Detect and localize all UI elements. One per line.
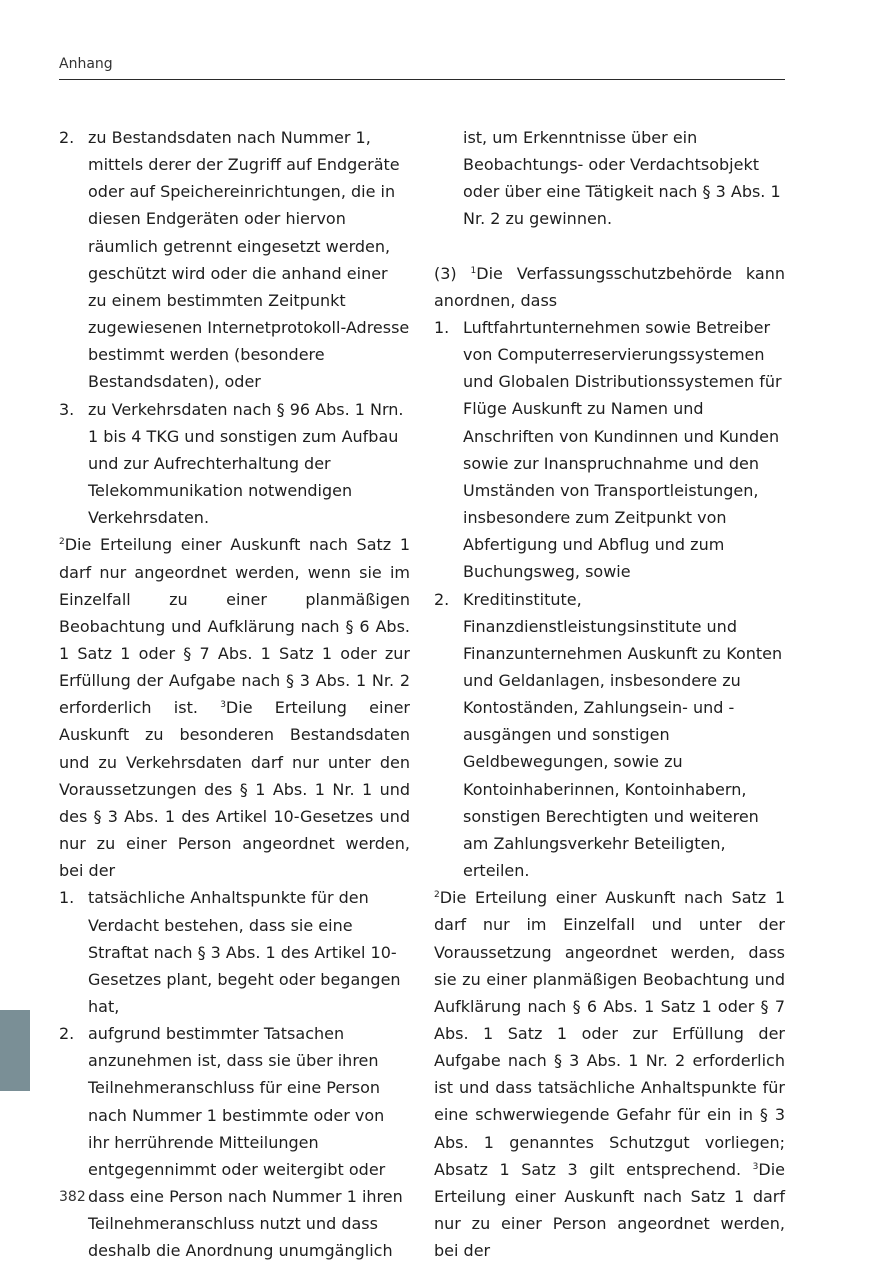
- list-number: 2.: [434, 589, 450, 609]
- list-number: 2.: [59, 128, 75, 147]
- sentence-number: 2: [59, 537, 65, 548]
- paragraph-text: Die Erteilung einer Auskunft nach Satz 1 darf nur zu einer Person angeordnet werden, bei der: [434, 1159, 785, 1261]
- list-item: [59, 396, 410, 532]
- section-label: (3): [434, 263, 471, 283]
- right-column: [434, 124, 785, 1264]
- list-item: [59, 124, 410, 396]
- body-paragraph: [59, 531, 410, 884]
- sentence-number: 2: [434, 890, 440, 901]
- sentence-number: 3: [752, 1161, 759, 1172]
- list-number: 3.: [59, 399, 75, 419]
- header-rule: [59, 79, 785, 80]
- section-3-intro: [434, 260, 785, 314]
- list-text: tatsächliche Anhaltspunkte für den Verdacht bestehen, dass sie eine Straftat nach § 3 Abs. 1 des Artikel 10-Gesetzes plant, begeht oder begangen hat,: [88, 888, 401, 1016]
- sentence-number: 3: [220, 700, 226, 711]
- left-column: [59, 124, 410, 1265]
- list-item: [434, 314, 785, 586]
- list-number: 2.: [59, 1024, 75, 1044]
- list-text: aufgrund bestimmter Tatsachen anzunehmen ist, dass sie über ihren Teilnehmeranschluss für eine Person nach Nummer 1 bestimmte oder von ihr herrührende Mitteilungen entgegennimmt oder weitergibt oder dass eine Person nach Nummer 1 ihren Teilnehmeranschluss nutzt und dass deshalb die Anordnung unumgänglich: [88, 1024, 403, 1261]
- page-number: 382: [59, 1189, 86, 1205]
- running-header: Anhang: [59, 56, 113, 72]
- paragraph-text: Die Erteilung einer Auskunft zu besonderen Bestandsdaten und zu Verkehrsdaten darf nur unter den Voraussetzungen des § 1 Abs. 1 Nr. 1 und des § 3 Abs. 1 des Artikel 10-Gesetzes und nur zu einer Person angeordnet werden, bei der: [59, 698, 411, 881]
- paragraph-text: Die Erteilung einer Auskunft nach Satz 1 darf nur angeordnet werden, wenn sie im Einzelfall zu einer planmäßigen Beobachtung und Aufklärung nach § 6 Abs. 1 Satz 1 oder § 7 Abs. 1 Satz 1 oder zur Erfüllung der Aufgabe nach § 3 Abs. 1 Nr. 2 erforderlich ist.: [59, 535, 410, 718]
- chapter-thumb-tab: [0, 1010, 30, 1091]
- spacer: [434, 233, 785, 260]
- list-text: zu Bestandsdaten nach Nummer 1, mittels derer der Zugriff auf Endgeräte oder auf Speichereinrichtungen, die in diesen Endgeräten oder hiervon räumlich getrennt eingesetzt werden, geschützt wird oder die anhand einer zu einem bestimmten Zeitpunkt zugewiesenen Internetprotokoll-Adresse bestimmt werden (besondere Bestandsdaten), oder: [88, 128, 410, 392]
- list-text: Luftfahrtunternehmen sowie Betreiber von Computerreservierungssystemen und Globalen Distributionssystemen für Flüge Auskunft zu Namen und Anschriften von Kundinnen und Kunden sowie zur Inanspruchnahme und den Umständen von Transportleistungen, insbesondere zum Zeitpunkt von Abfertigung und Abflug und zum Buchungsweg, sowie: [463, 317, 782, 582]
- list-text: zu Verkehrsdaten nach § 96 Abs. 1 Nrn. 1 bis 4 TKG und sonstigen zum Aufbau und zur Aufrechterhaltung der Telekommunikation notwendigen Verkehrsdaten.: [88, 399, 404, 528]
- body-paragraph: [434, 884, 785, 1264]
- list-number: 1.: [59, 888, 75, 908]
- sentence-number: 1: [470, 265, 477, 276]
- list-number: 1.: [434, 317, 450, 337]
- list-item: [434, 586, 785, 885]
- list-text: Kreditinstitute, Finanzdienstleistungsinstitute und Finanzunternehmen Auskunft zu Konten und Geldanlagen, insbesondere zu Kontoständen, Zahlungsein- und -ausgängen und sonstigen Geldbewegungen, sowie zu Kontoinhaberinnen, Kontoinhabern, sonstigen Berechtigten und weiteren am Zahlungsverkehr Beteiligten, erteilen.: [463, 589, 783, 881]
- list-item: [59, 884, 410, 1020]
- paragraph-text: Die Erteilung einer Auskunft nach Satz 1 darf nur im Einzelfall und unter der Voraussetzung angeordnet werden, dass sie zu einer planmäßigen Beobachtung und Aufklärung nach § 6 Abs. 1 Satz 1 oder § 7 Abs. 1 Satz 1 oder zur Erfüllung der Aufgabe nach § 3 Abs. 1 Nr. 2 erforderlich ist und dass tatsächliche Anhaltspunkte für eine schwerwiegende Gefahr für ein in § 3 Abs. 1 genanntes Schutzgut vorliegen; Absatz 1 Satz 3 gilt entsprechend.: [434, 888, 785, 1179]
- list-item: [59, 1020, 410, 1264]
- list-continuation: ist, um Erkenntnisse über ein Beobachtungs- oder Verdachtsobjekt oder über eine Tätigkeit nach § 3 Abs. 1 Nr. 2 zu gewinnen.: [463, 128, 781, 229]
- paragraph-text: Die Verfassungsschutzbehörde kann anordnen, dass: [434, 263, 785, 310]
